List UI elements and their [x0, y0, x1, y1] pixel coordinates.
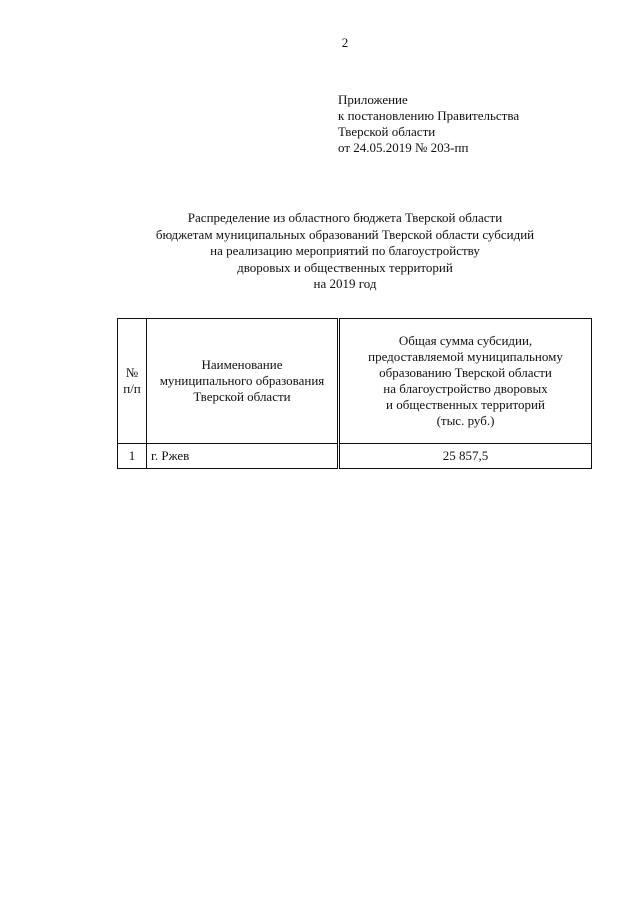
table-header-row	[118, 319, 592, 444]
appendix-date-line: от 24.05.2019 № 203-пп	[338, 140, 469, 155]
appendix-line: Тверской области	[338, 124, 436, 139]
header-amount	[339, 319, 592, 444]
row-num-cell: 1	[118, 444, 147, 469]
subsidy-table	[117, 318, 592, 469]
header-name-line: муниципального образования	[159, 373, 325, 388]
header-name-line: Тверской области	[193, 389, 291, 404]
header-num-symbol: №	[125, 365, 139, 380]
header-name	[147, 319, 339, 444]
document-title	[150, 210, 540, 293]
title-line: Распределение из областного бюджета Тверской области	[187, 210, 503, 225]
header-amount-line: и общественных территорий	[386, 397, 545, 412]
title-line: на 2019 год	[313, 276, 377, 291]
page-number: 2	[341, 35, 349, 50]
appendix-line: Приложение	[338, 92, 408, 107]
header-amount-line: (тыс. руб.)	[436, 413, 495, 428]
header-amount-line: образованию Тверской области	[379, 365, 552, 380]
row-name-cell: г. Ржев	[147, 444, 339, 469]
header-num	[118, 319, 147, 444]
header-name-line: Наименование	[201, 357, 283, 372]
table-row	[118, 444, 592, 469]
appendix-line: к постановлению Правительства	[338, 108, 520, 123]
title-line: на реализацию мероприятий по благоустройству	[210, 243, 480, 258]
header-amount-line: предоставляемой муниципальному	[368, 349, 563, 364]
title-line: бюджетам муниципальных образований Тверской области субсидий	[155, 226, 535, 242]
appendix-block	[338, 92, 519, 156]
title-line: дворовых и общественных территорий	[237, 259, 453, 275]
row-amount-cell: 25 857,5	[339, 444, 592, 469]
header-num-label: п/п	[123, 381, 141, 396]
header-amount-line: Общая сумма субсидии,	[398, 333, 533, 348]
header-amount-line: на благоустройство дворовых	[383, 381, 548, 396]
